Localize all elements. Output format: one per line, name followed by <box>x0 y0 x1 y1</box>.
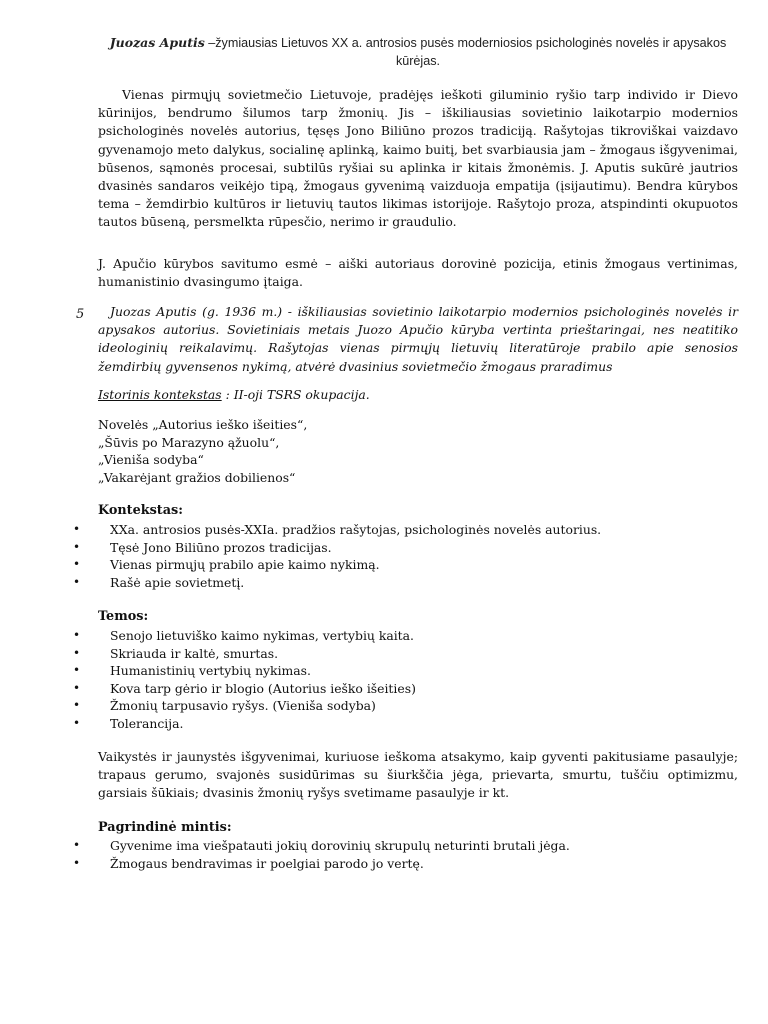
main-idea-heading: Pagrindinė mintis: <box>98 820 232 835</box>
list-item-text: Senojo lietuviško kaimo nykimas, vertybių kaita. <box>110 628 414 643</box>
title-description: –žymiausias Lietuvos XX a. antrosios pusės moderniosios psichologinės novelės ir apysakos kūrėjas. <box>204 36 727 68</box>
margin-marker: 5 <box>76 307 85 322</box>
bullet-icon: • <box>73 557 81 572</box>
novel-title: Novelės „Autorius ieško išeities“, <box>98 417 308 432</box>
list-item-text: Gyvenime ima viešpatauti jokių dorovinių skrupulų neturinti brutali jėga. <box>110 838 570 853</box>
historical-context-value: : II-oji TSRS okupacija. <box>221 387 370 402</box>
bullet-icon: • <box>73 522 81 536</box>
bio-paragraph: Juozas Aputis (g. 1936 m.) - iškiliausias sovietinio laikotarpio modernios psichologinės novelės ir apysakos autorius. Sovietiniais metais Juozo Apučio kūryba vertinta prieštaringai, nes neatitiko ideologinių reikalavimų. Rašytojas vienas pirmųjų lietuvių literatūroje prabilo apie senosios žemdirbių gyvensenos nykimą, atvėrė dvasinius sovietmečio žmogaus praradimus <box>98 304 738 374</box>
historical-context-label: Istorinis kontekstas <box>98 387 222 402</box>
context-heading: Kontekstas: <box>98 503 183 518</box>
list-item-text: Vienas pirmųjų prabilo apie kaimo nykimą. <box>110 557 380 573</box>
historical-context <box>98 386 370 404</box>
bullet-icon: • <box>73 645 81 660</box>
list-item-text: Kova tarp gėrio ir blogio (Autorius ieško išeities) <box>110 680 416 696</box>
document-title <box>98 34 738 70</box>
list-item-text: Žmonių tarpusavio ryšys. (Vienišа sodyba) <box>110 698 376 714</box>
novels-list <box>98 416 307 486</box>
experiences-paragraph: Vaikystės ir jaunystės išgyvenimai, kuriuose ieškoma atsakymo, kaip gyventi pakitusiame pasaulyje; trapaus gerumo, svajonės susidūrimas su šiurkščia jėga, prievarta, smurtu, tuščiu optimizmu, garsiais šūkiais; dvasinis žmonių ryšys svetimame pasaulyje ir kt. <box>98 749 738 801</box>
bullet-icon: • <box>73 628 81 642</box>
bullet-icon: • <box>73 680 81 695</box>
novel-title: „Vienišа sodyba“ <box>98 452 204 467</box>
list-item-text: Skriauda ir kaltė, smurtas. <box>110 645 279 661</box>
list-item-text: Rašė apie sovietmetį. <box>110 574 245 590</box>
title-author: Juozas Aputis <box>109 35 205 50</box>
bullet-icon: • <box>73 539 81 554</box>
list-item-text: Tolerancija. <box>110 715 184 731</box>
list-item-text: Žmogaus bendravimas ir poelgiai parodo jo vertę. <box>110 855 424 871</box>
bullet-icon: • <box>73 715 81 730</box>
list-item-text: Humanistinių vertybių nykimas. <box>110 663 311 679</box>
novel-title: „Šūvis po Marazyno ąžuolu“, <box>98 434 280 450</box>
novel-title: „Vakarėjant gražios dobilienos“ <box>98 469 296 485</box>
bullet-icon: • <box>73 663 81 678</box>
essence-paragraph: J. Apučio kūrybos savitumo esmė – aiški autoriaus dorovinė pozicija, etinis žmogaus vertinimas, humanistinio dvasingumo įtaiga. <box>98 256 738 290</box>
list-item-text: Tęsė Jono Biliūno prozos tradicijas. <box>110 539 332 555</box>
list-item-text: XXa. antrosios pusės-XXIa. pradžios rašytojas, psichologinės novelės autorius. <box>110 522 602 537</box>
bullet-icon: • <box>73 838 81 852</box>
themes-heading: Temos: <box>98 609 149 624</box>
bullet-icon: • <box>73 855 81 870</box>
intro-paragraph: Vienas pirmųjų sovietmečio Lietuvoje, pradėjęs ieškoti giluminio ryšio tarp individo ir Dievo kūrinijos, bendrumo šilumos tarp žmonių. Jis – iškiliausias sovietinio laikotarpio modernios psichologinės novelės autorius, tęsęs Jono Biliūno prozos tradiciją. Rašytojas tikroviškai vaizdavo gyvenamojo meto dalykus, socialinę aplinką, kaimo buitį, bet svarbiausia jam – žmogaus išgyvenimai, būsenos, sąmonės procesai, subtilūs ryšiai su aplinka ir kitais žmonėmis. J. Aputis sukūrė jautrios dvasinės sandaros veikėjo tipą, žmogaus gyvenimą vaizduoja empatija (įsijautimu). Bendra kūrybos tema – žemdirbio kultūros ir lietuvių tautos likimas istorijoje. Rašytojo proza, atspindinti okupuotos tautos būseną, persmelkta rūpesčio, nerimo ir graudulio. <box>98 87 738 230</box>
bullet-icon: • <box>73 574 81 589</box>
bullet-icon: • <box>73 698 81 713</box>
